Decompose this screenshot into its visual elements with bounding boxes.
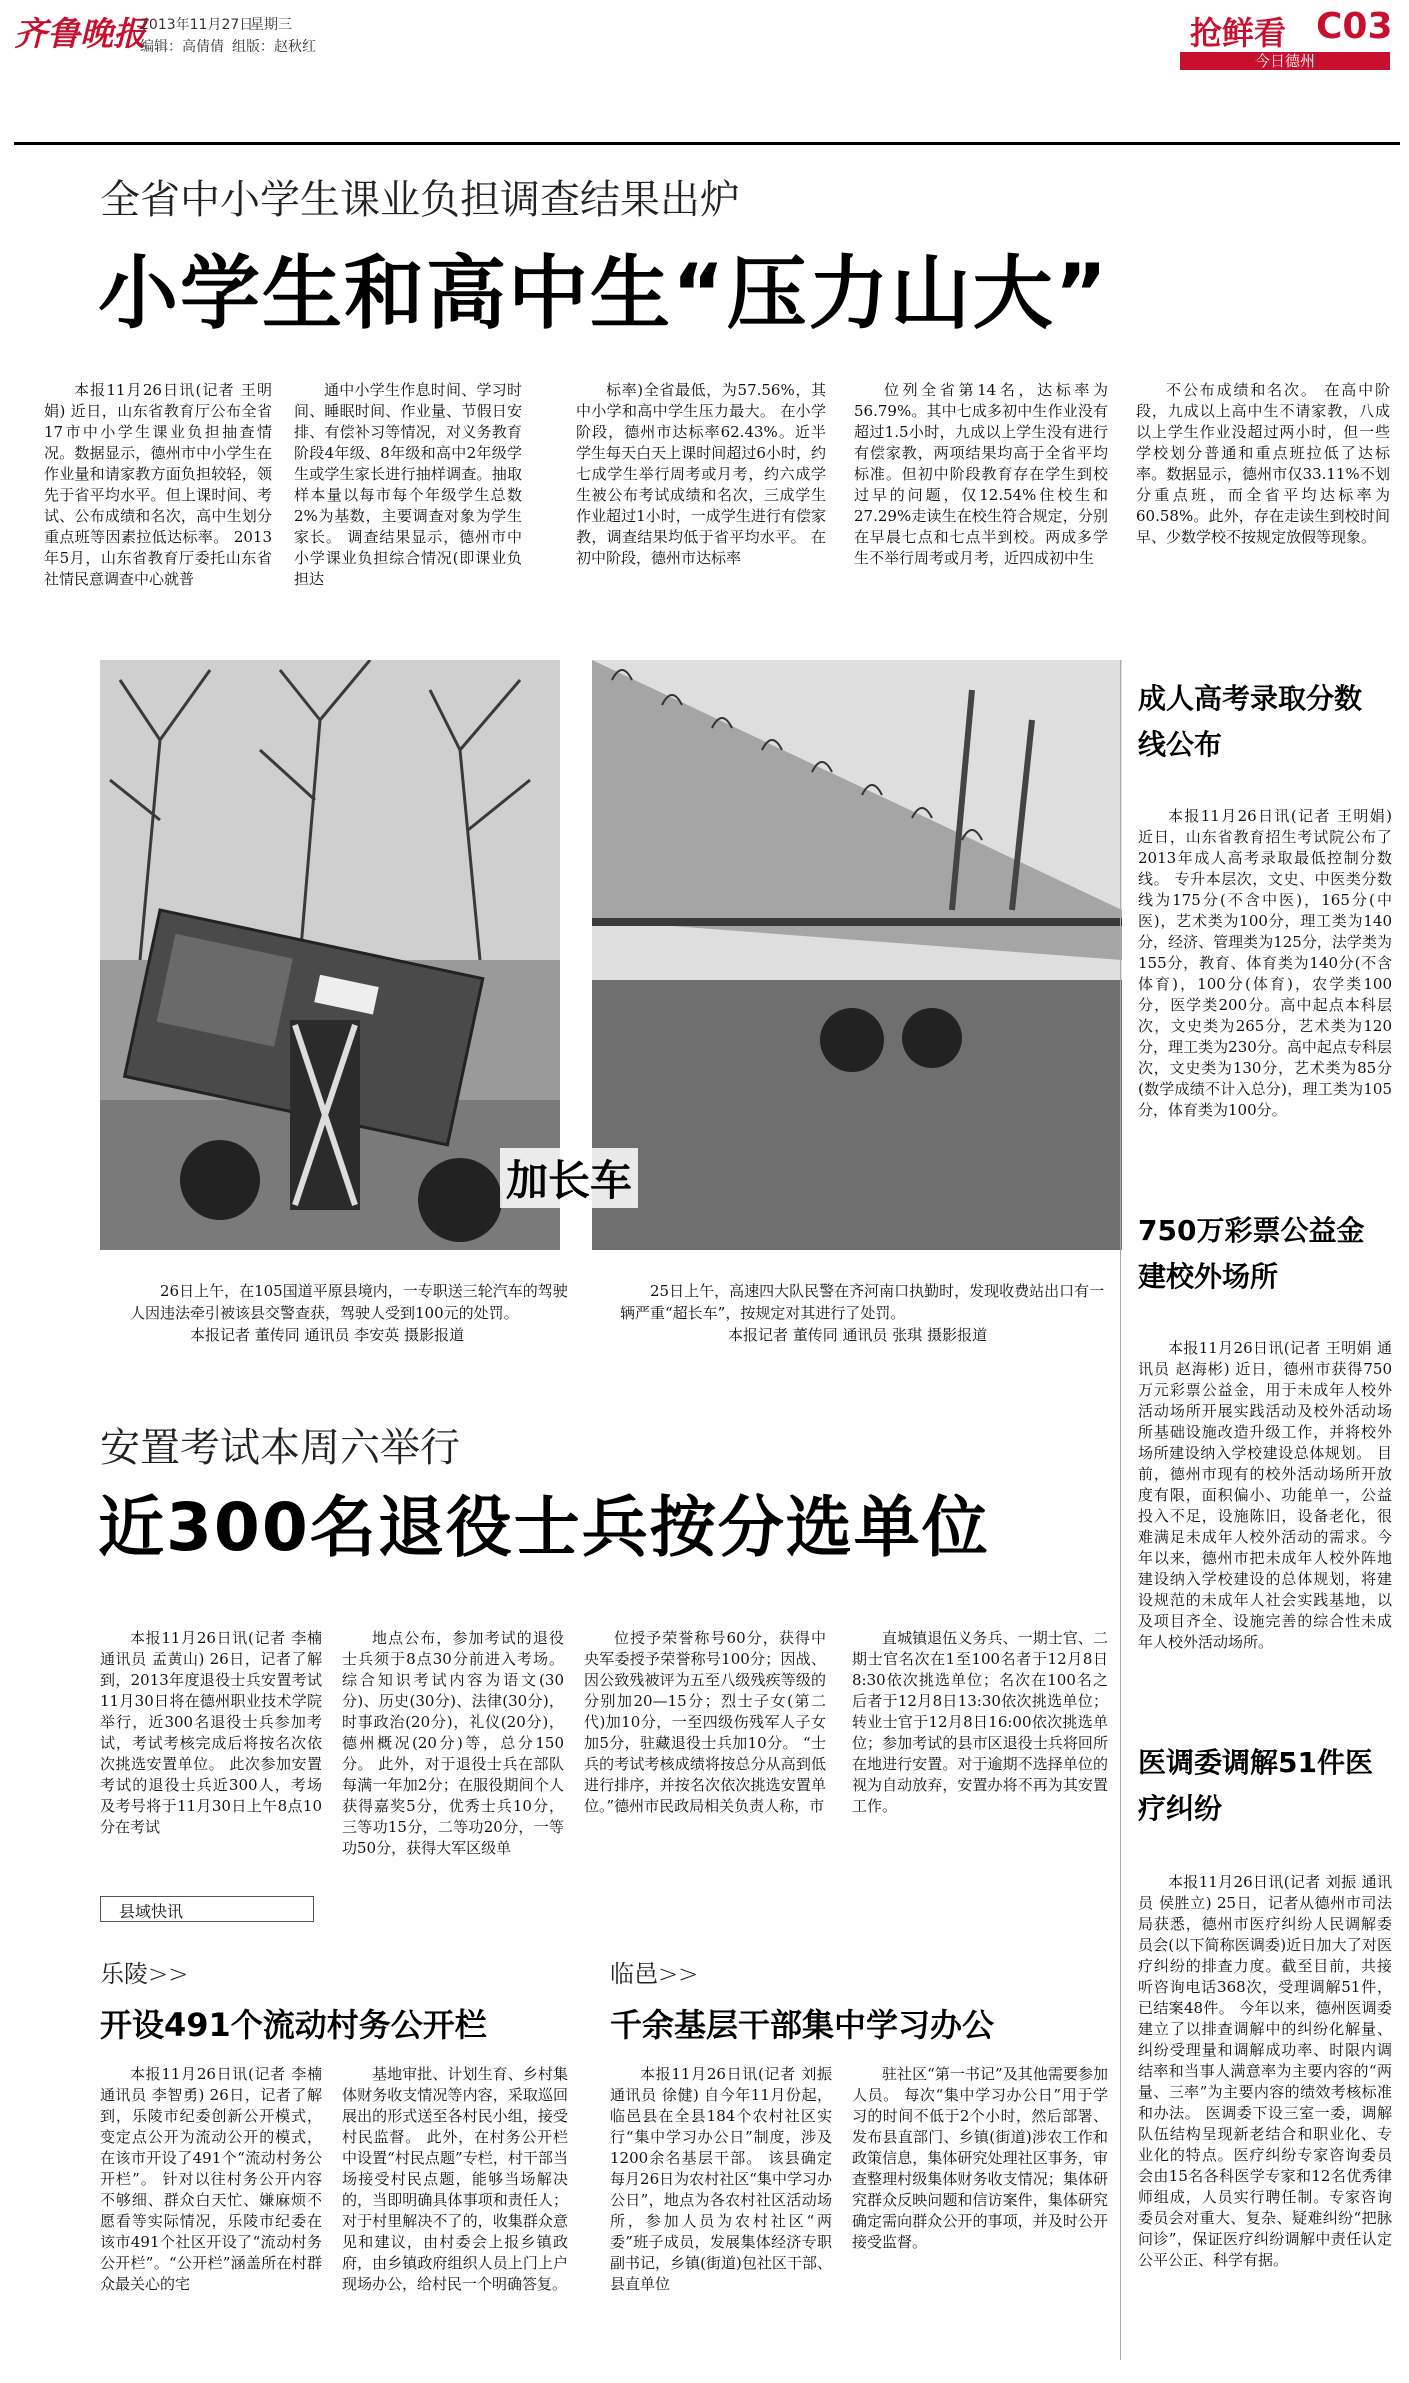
county-header: 县域快讯 [119,1902,184,1921]
masthead [0,0,1409,70]
story2-kicker: 安置考试本周六举行 [100,1425,460,1471]
story1-col5: 不公布成绩和名次。 在高中阶段，九成以上高中生不请家教，八成以上学生作业没超过两小时，但一些学校划分普通和重点班拉低了达标率。数据显示，德州市仅33.11%不划分重点班，而全省平均达标率为60.58%。此外，存在走读生到校时间早、少数学校不按规定放假等现象。 [1136,381,1390,546]
story2-headline: 近300名退役士兵按分选单位 [98,1489,990,1566]
photo-left [100,660,560,1250]
story2-col2: 地点公布，参加考试的退役士兵须于8点30分前进入考场。综合知识考试内容为语文(30分)、历史(30分)、法律(30分)，时事政治(20分)，礼仪(20分)，德州概况(20分)等，总分150分。 此外，对于退役士兵在部队每满一年加2分；在服役期间个人获得嘉奖5分，优秀士兵10分，三等功15分，二等功20分，一等功50分，获得大军区级单 [342,1629,564,1857]
page-number: C03 [1316,6,1393,47]
photo-right-illustration [592,660,1122,1250]
county-header-box [100,1896,314,1922]
photo-left-caption: 26日上午，在105国道平原县境内，一专职送三轮汽车的驾驶人因违法牵引被该县交警查获，驾驶人受到100元的处罚。 [130,1282,568,1322]
county-right-title: 千余基层干部集中学习办公 [610,2006,995,2044]
story1-col1: 本报11月26日讯(记者 王明娟) 近日，山东省教育厅公布全省17市中小学生课业负担抽查情况。数据显示，德州市中小学生在作业量和请家教方面负担较轻，领先于省平均水平。但上课时间、考试、公布成绩和名次，高中生划分重点班等因素拉低达标率。 2013年5月，山东省教育厅委托山东省社情民意调查中心就普 [44,381,272,588]
section-name: 抢鲜看 [1190,14,1287,52]
sidebar-divider [1120,660,1121,2360]
story1-col3: 标率)全省最低，为57.56%，其中小学和高中学生压力最大。 在小学阶段，德州市达标率62.43%。近半学生每天白天上课时间超过6小时，约七成学生举行周考或月考，约六成学生被公布考试成绩和名次，三成学生作业超过1小时，一成学生进行有偿家教，调查结果均低于省平均水平。 在初中阶段，德州市达标率 [576,381,826,567]
photo-right-credit: 本报记者 董传同 通讯员 张琪 摄影报道 [728,1326,988,1344]
county-right-col2: 驻社区“第一书记”及其他需要参加人员。 每次“集中学习办公日”用于学习的时间不低于2个小时，然后部署、发布县直部门、乡镇(街道)涉农工作和政策信息，集体研究处理社区事务，审查整理村级集体财务收支情况；集体研究群众反映问题和信访案件，集体研究确定需向群众公开的事项，并及时公开接受监督。 [852,2065,1108,2251]
story2-col4: 直城镇退伍义务兵、一期士官、二期士官名次在1至100名者于12月8日8:30依次挑选单位；名次在100名之后者于12月8日13:30依次挑选单位；转业士官于12月8日16:00依次挑选单位；参加考试的县市区退役士兵将回所在地进行安置。对于逾期不选择单位的视为自动放弃，安置办将不再为其安置工作。 [852,1629,1108,1815]
county-left-title: 开设491个流动村务公开栏 [100,2006,487,2044]
photo-right-caption: 25日上午，高速四大队民警在齐河南口执勤时，发现收费站出口有一辆严重“超长车”，按规定对其进行了处罚。 [620,1282,1105,1322]
county-right-col1: 本报11月26日讯(记者 刘振 通讯员 徐健) 自今年11月份起，临邑县在全县184个农村社区实行“集中学习办公日”制度，涉及1200余名基层干部。 该县确定每月26日为农村社区“集中学习办公日”，地点为各农村社区活动场所，参加人员为农村社区“两委”班子成员，发展集体经济专职副书记，乡镇(街道)包社区干部、县直单位 [610,2065,832,2293]
county-left-col1: 本报11月26日讯(记者 李楠 通讯员 李智勇) 26日，记者了解到，乐陵市纪委创新公开模式，变定点公开为流动公开的模式，在该市开设了491个“流动村务公开栏”。 针对以往村务公开内容不够细、群众白天忙、嫌麻烦不愿看等实际情况，乐陵市纪委在该市491个社区开设了“流动村务公开栏”。“公开栏”涵盖所在村群众最关心的宅 [100,2065,322,2293]
story1-headline: 小学生和高中生“压力山大” [98,247,1110,340]
county-right-place: 临邑>> [610,1960,699,1988]
county-left-col2: 基地审批、计划生育、乡村集体财务收支情况等内容，采取巡回展出的形式送至各村民小组，接受村民监督。 此外，在村务公开栏中设置“村民点题”专栏，村干部当场接受村民点题，能够当场解决的，当即明确具体事项和责任人；对于村里解决不了的，收集群众意见和建议，由村委会上报乡镇政府，由乡镇政府组织人员上门上户现场办公，给村民一个明确答复。 [342,2065,568,2293]
story1-col4: 位列全省第14名，达标率为56.79%。其中七成多初中生作业没有超过1.5小时，九成以上学生没有进行有偿家教，两项结果均高于全省平均标准。但初中阶段教育存在学生到校过早的问题，仅12.54%住校生和27.29%走读生在校生符合规定，分别在早晨七点和七点半到校。两成多学生不举行周考或月考，近四成初中生 [854,381,1108,567]
photo-left-credit: 本报记者 董传同 通讯员 李安英 摄影报道 [190,1326,465,1344]
side2-title: 750万彩票公益金建校外场所 [1138,1214,1365,1293]
photo-left-illustration [100,660,560,1250]
story1-col2: 通中小学生作息时间、学习时间、睡眠时间、作业量、节假日安排、有偿补习等情况，对义务教育阶段4年级、8年级和高中2年级学生或学生家长进行抽样调查。抽取样本量以每市每个年级学生总数2%为基数，主要调查对象为学生家长。 调查结果显示，德州市中小学课业负担综合情况(即课业负担达 [294,381,522,588]
top-rule [14,142,1400,145]
county-left-place: 乐陵>> [100,1960,189,1988]
newspaper-logo: 齐鲁晚报 [14,14,146,53]
issue-date: 2013年11月27日 [140,17,254,33]
layout-credit: 组版：赵秋红 [232,39,316,55]
edition-badge [1180,52,1390,70]
side3-title: 医调委调解51件医疗纠纷 [1138,1746,1373,1825]
story2-col3: 位授予荣誉称号60分，获得中央军委授予荣誉称号100分；因战、因公致残被评为五至八级残疾等级的分别加20—15分；烈士子女(第二代)加10分，一至四级伤残军人子女加5分，驻藏退役士兵加10分。 “士兵的考试考核成绩将按总分从高到低进行排序，并按名次依次挑选安置单位。”德州市民政局相关负责人称，市 [584,1629,826,1815]
issue-weekday: 星期三 [250,17,292,33]
side3-body: 本报11月26日讯(记者 刘振 通讯员 侯胜立) 25日，记者从德州市司法局获悉，德州市医疗纠纷人民调解委员会(以下简称医调委)近日加大了对医疗纠纷的排查力度。截至目前，共接听咨询电话368次，受理调解51件，已结案48件。 今年以来，德州医调委建立了以排查调解中的纠纷化解量、纠纷受理量和调解成功率、时限内调结率和当事人满意率为主要内容的“两量、三率”为主要内容的绩效考核标准和办法。 医调委下设三室一委，调解队伍结构呈现新老结合和职业化、专业化的特点。医疗纠纷专家咨询委员会由15名各科医学专家和12名优秀律师组成，人员实行聘任制。专家咨询委员会对重大、复杂、疑难纠纷“把脉问诊”，保证医疗纠纷调解中责任认定公平公正、科学有据。 [1138,1873,1392,2269]
story1-kicker: 全省中小学生课业负担调查结果出炉 [100,177,740,223]
photo-overlay-label: 加长车 [500,1148,638,1208]
side1-title: 成人高考录取分数线公布 [1138,682,1363,761]
editor-credit: 编辑：高倩倩 [140,39,224,55]
photo-right [592,660,1122,1250]
edition-label: 今日德州 [1254,52,1315,70]
side1-body: 本报11月26日讯(记者 王明娟) 近日，山东省教育招生考试院公布了2013年成人高考录取最低控制分数线。 专升本层次，文史、中医类分数线为175分(不含中医)，165分(中医)，艺术类为100分，理工类为140分，经济、管理类为125分，法学类为155分，教育、体育类为140分(不含体育)，100分(体育)，农学类100分，医学类200分。高中起点本科层次，文史类为265分，艺术类为120分，理工类为230分。高中起点专科层次，文史类为130分，艺术类为85分(数学成绩不计入总分)，理工类为105分，体育类为100分。 [1138,807,1392,1119]
story2-col1: 本报11月26日讯(记者 李楠 通讯员 孟黄山) 26日，记者了解到，2013年度退役士兵安置考试11月30日将在德州职业技术学院举行，近300名退役士兵参加考试，考试考核完成后将按名次依次挑选安置单位。 此次参加安置考试的退役士兵近300人，考场及考号将于11月30日上午8点10分在考试 [100,1629,322,1836]
side2-body: 本报11月26日讯(记者 王明娟 通讯员 赵海彬) 近日，德州市获得750万元彩票公益金，用于未成年人校外活动场所开展实践活动及校外活动场所基础设施改造升级工作，并将校外场所建设纳入学校建设总体规划。 目前，德州市现有的校外活动场所开放度有限，面积偏小、功能单一，公益投入不足，设施陈旧，设备老化，很难满足未成年人校外活动的需求。今年以来，德州市把未成年人校外阵地建设纳入学校建设的总体规划，将建设规范的未成年人社会实践基地，以及项目齐全、设施完善的综合性未成年人校外活动场所。 [1138,1339,1392,1651]
